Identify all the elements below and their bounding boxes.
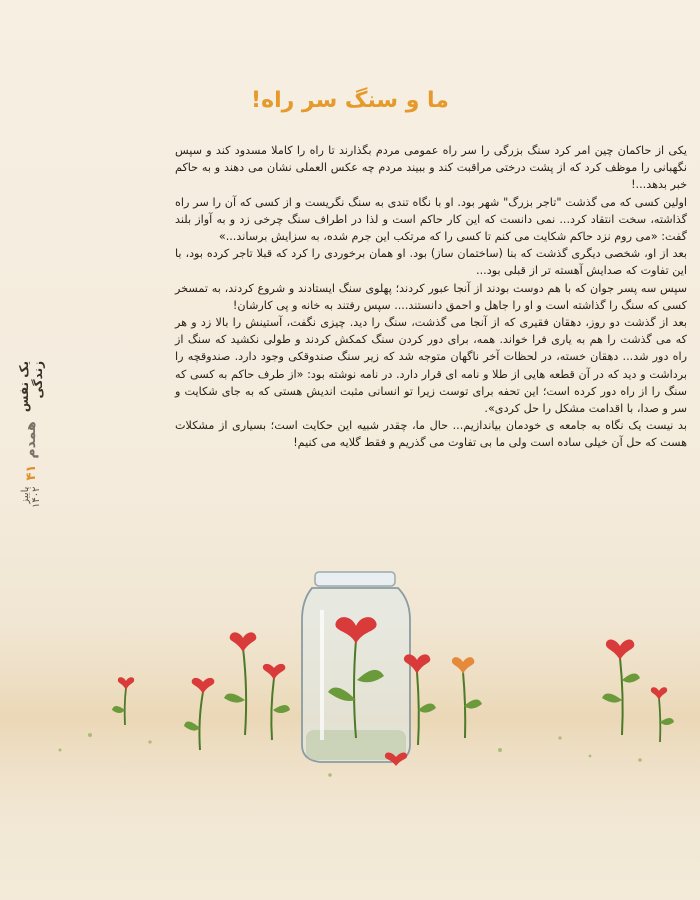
paragraph: سپس سه پسر جوان که با هم دوست بودند از آنجا عبور کردند؛ پهلوی سنگ ایستادند و شروع کردند، به تمسخر کسی که سنگ را گذاشته است و او را جاهل و احمق دانستند.... سپس رفتند به خانه و پی کارشان! <box>175 281 687 312</box>
magazine-section-title: یک نفس زندگی <box>17 361 45 413</box>
article-title: ما و سنگ سر راه! <box>251 88 449 113</box>
magazine-logo: همدم <box>23 421 39 459</box>
article-body <box>175 142 687 452</box>
jar-illustration <box>0 560 700 900</box>
issue-season: پاییز ۱۴۰۲ <box>20 486 42 509</box>
page-number: ۴۱ <box>23 464 39 481</box>
paragraph: بد نیست یک نگاه به جامعه ی خودمان بیاندازیم... حال ما، چقدر شبیه این حکایت است؛ بسیاری از مشکلات هست که حل آن خیلی ساده است ولی ما بی تفاوت می گذریم و فقط گلایه می کنیم! <box>175 419 687 450</box>
paragraph: یکی از حاکمان چین امر کرد سنگ بزرگی را سر راه عمومی مردم بگذارند تا راه را کاملا مسدود کند و سپس نگهبانی را موظف کرد که از پشت درختی مراقبت کند و ببیند مردم چه عکس العملی نشان می دهند و به حاکم خبر بدهد...! <box>175 144 687 192</box>
paragraph: بعد از گذشت دو روز، دهقان فقیری که از آنجا می گذشت، سنگ را دید. چیزی نگفت، آستینش را بالا زد و هر که می گذشت را هم به یاری فرا خواند. همه، برای دور کردن سنگ کمکش کردند و طولی نکشید که سنگ از راه دور شد... دهقان خسته، در لحظات آخر ناگهان متوجه شد که زیر سنگ صندوقکی وجود دارد. صندوقچه را برداشت و دید که در آن قطعه هایی از طلا و نامه ای قرار دارد. در نامه نوشته بود: «از طرف حاکم به کسی که سنگ را از راه دور کرده است؛ این تحفه برای توست زیرا تو انسانی مثبت اندیش هستی که به جای شکایت و سر و صدا، با اقدامت مشکل را حل کردی». <box>175 316 687 416</box>
paragraph: بعد از او، شخصی دیگری گذشت که بنا (ساختمان ساز) بود. او همان برخوردی را کرد که قبلا تاجر کرده بود، با این تفاوت که صدایش آهسته تر از قبلی بود... <box>175 247 687 278</box>
paragraph: اولین کسی که می گذشت "تاجر بزرگ" شهر بود. او با نگاه تندی به سنگ نگریست و از کسی که آن را سر راه گذاشته، سخت انتقاد کرد... نمی دانست که این کار حاکم است و لذا در اطراف سنگ چرخی زد و به آواز بلند گفت: «می روم نزد حاکم شکایت می کنم تا کسی را که مرتکب این جرم شده، به سزایش برساند...» <box>175 195 687 244</box>
page-sidebar <box>6 360 58 510</box>
